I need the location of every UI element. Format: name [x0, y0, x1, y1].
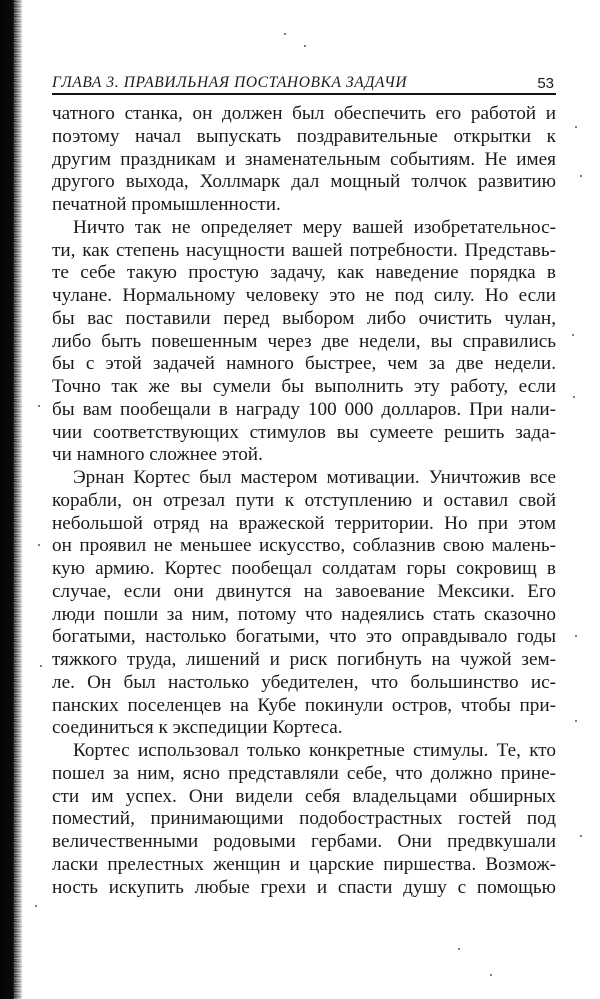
scan-speck	[458, 948, 460, 950]
text-line: Точно так же вы сумели бы выполнить эту работу, если	[52, 376, 556, 397]
scan-speck	[284, 33, 286, 35]
text-line: кую армию. Кортес пообещал солдатам горы сокровищ в	[52, 558, 556, 579]
chapter-title: ГЛАВА 3. ПРАВИЛЬНАЯ ПОСТАНОВКА ЗАДАЧИ	[52, 74, 408, 91]
scan-speck	[38, 405, 40, 407]
text-line: корабли, он отрезал пути к отступлению и оставил свой	[52, 489, 556, 511]
text-line: Эрнан Кортес был мастером мотивации. Уничтожив все	[73, 467, 556, 488]
scan-speck	[40, 665, 42, 667]
text-line: ле. Он был настолько убедителен, что большинство ис-	[52, 671, 556, 693]
text-line: чии соответствующих стимулов вы сумеете решить зада-	[52, 421, 556, 443]
text-line: Кортес использовал только конкретные стимулы. Те, кто	[73, 740, 556, 761]
page-number: 53	[537, 75, 554, 92]
text-line: те себе такую простую задачу, как наведение порядка в	[52, 262, 556, 284]
scan-speck	[35, 905, 37, 907]
text-line: чулане. Нормальному человеку это не под силу. Но если	[52, 285, 556, 306]
scan-speck	[572, 334, 574, 336]
scan-speck	[575, 720, 577, 722]
scan-speck	[573, 396, 575, 398]
text-line: сти им успех. Они видели себя владельцами обширных	[52, 785, 556, 807]
text-line: бы с этой задачей намного быстрее, чем за две недели.	[52, 353, 556, 375]
text-line: либо быть повешенным через две недели, вы справились	[52, 330, 556, 352]
text-line: поэтому начал выпускать поздравительные открытки к	[52, 125, 556, 147]
text-line: он проявил не меньшее искусство, соблазнив свою малень-	[52, 535, 556, 557]
text-line: тяжкого труда, лишений и риск погибнуть на чужой зем-	[52, 649, 556, 670]
text-line: другого выхода, Холлмарк дал мощный толчок развитию	[52, 171, 556, 193]
text-line: небольшой отряд на вражеской территории. Но при этом	[52, 512, 556, 534]
scan-speck	[38, 544, 40, 546]
text-line: пошел за ним, ясно представляли себе, что должно прине-	[52, 762, 556, 784]
text-line: другим праздникам и знаменательным событиям. Не имея	[52, 148, 556, 170]
scan-speck	[575, 126, 577, 128]
scan-speck	[575, 635, 577, 637]
text-line: Ничто так не определяет меру вашей изобретательнос-	[73, 216, 556, 238]
text-line: панских поселенцев на Кубе покинули остров, чтобы при-	[52, 694, 556, 716]
text-line: случае, если они двинутся на завоевание Мексики. Его	[52, 580, 556, 602]
scan-speck	[304, 45, 306, 47]
text-line: богатыми, настолько богатыми, что это оправдывало годы	[52, 626, 556, 648]
text-line: чи намного сложнее этой.	[52, 444, 263, 466]
text-line: бы вас поставили перед выбором либо очистить чулан,	[52, 307, 556, 329]
text-line: ность искупить любые грехи и спасти душу с помощью	[52, 876, 556, 898]
text-line: величественными родовыми гербами. Они предвкушали	[52, 831, 556, 852]
scan-speck	[490, 974, 492, 976]
scan-speck	[580, 175, 582, 177]
running-head	[52, 70, 556, 95]
text-line: люди пошли за ним, потому что надеялись стать сказочно	[52, 603, 556, 625]
text-line: чатного станка, он должен был обеспечить его работой и	[52, 103, 556, 124]
text-line: бы вам пообещали в награду 100 000 долларов. При нали-	[52, 398, 556, 420]
scan-speck	[580, 835, 582, 837]
text-line: ласки прелестных женщин и царские пиршества. Возмож-	[52, 853, 556, 875]
body-text	[52, 103, 556, 899]
text-line: поместий, принимающими подобострастных гостей под	[52, 808, 556, 830]
text-line: ти, как степень насущности вашей потребности. Представь-	[52, 239, 556, 261]
scan-binding-shadow	[0, 0, 22, 999]
text-line: печатной промышленности.	[52, 194, 281, 215]
text-line: соединиться к экспедиции Кортеса.	[52, 717, 343, 739]
